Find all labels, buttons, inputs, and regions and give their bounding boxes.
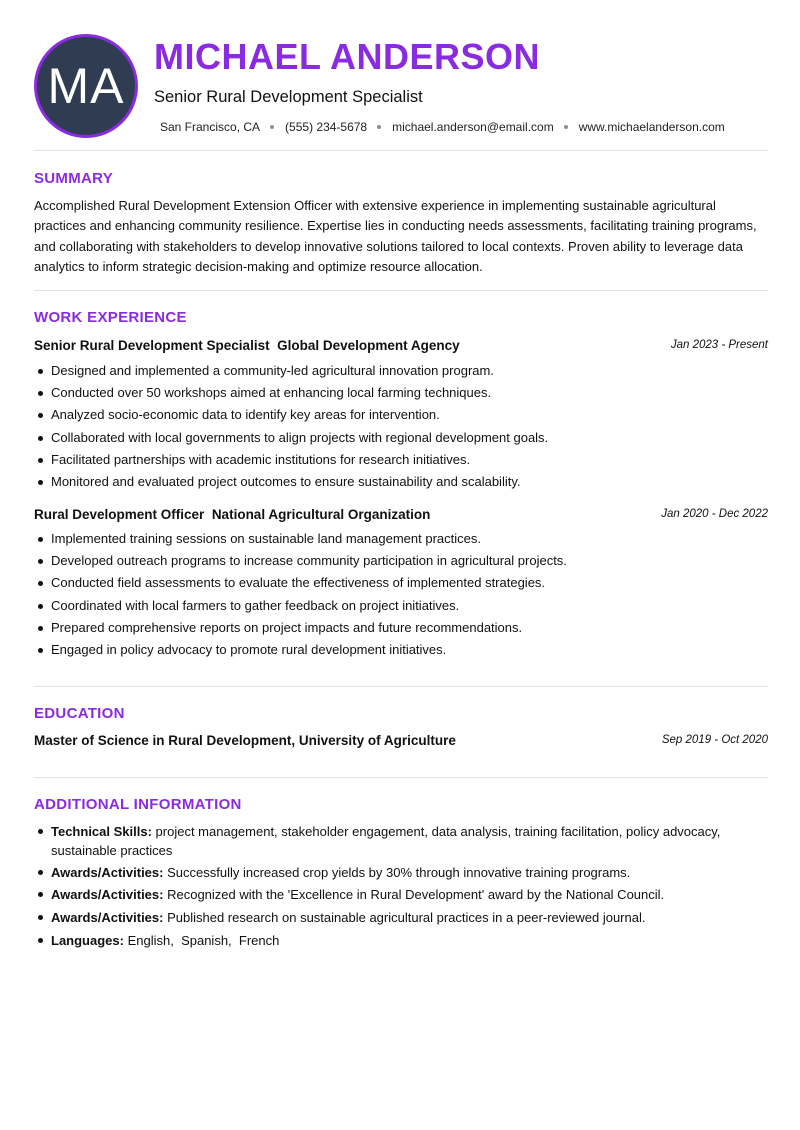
job-header xyxy=(34,338,768,356)
job-title: Rural Development Officer xyxy=(34,507,205,522)
contact-email[interactable]: michael.anderson@email.com xyxy=(392,120,554,134)
info-label: Languages: xyxy=(51,932,124,948)
separator-dot xyxy=(270,125,274,129)
list-item xyxy=(34,885,768,904)
info-text: English, Spanish, French xyxy=(127,932,280,948)
list-item: Developed outreach programs to increase community participation in agricultural projects. xyxy=(34,552,768,574)
job-company: Global Development Agency xyxy=(277,338,460,353)
info-text: Recognized with the 'Excellence in Rural Development' award by the National Council. xyxy=(167,887,665,903)
job-company: National Agricultural Organization xyxy=(211,507,431,522)
job-header xyxy=(34,507,768,525)
list-item xyxy=(34,931,768,950)
avatar-initials: MA xyxy=(47,58,125,114)
summary-text: Accomplished Rural Development Extension Officer with extensive experience in implementing sustainable agricultural practices and enhancing community resilience. Expertise lies in conducting needs assessments, facilitating training programs, and collaborating with stakeholders to develop innovative solutions tailored to local contexts. Proven ability to leverage data analytics to inform strategic decision-making and optimize resource allocation. xyxy=(34,198,757,274)
list-item: Engaged in policy advocacy to promote rural development initiatives. xyxy=(34,641,768,663)
work-experience-heading: WORK EXPERIENCE xyxy=(34,309,187,326)
contact-line xyxy=(160,120,725,134)
education-entry xyxy=(34,733,768,751)
job-title: Senior Rural Development Specialist xyxy=(34,338,270,353)
info-label: Awards/Activities: xyxy=(51,865,164,881)
section-divider xyxy=(34,777,768,778)
info-label: Awards/Activities: xyxy=(51,909,164,925)
list-item xyxy=(34,822,768,860)
list-item: Conducted field assessments to evaluate the effectiveness of implemented strategies. xyxy=(34,574,768,596)
info-label: Awards/Activities: xyxy=(51,887,164,903)
list-item: Implemented training sessions on sustainable land management practices. xyxy=(34,530,768,552)
list-item: Coordinated with local farmers to gather feedback on project initiatives. xyxy=(34,597,768,619)
job-title-line xyxy=(34,507,430,522)
info-text: Published research on sustainable agricultural practices in a peer-reviewed journal. xyxy=(167,909,646,925)
contact-website[interactable]: www.michaelanderson.com xyxy=(578,120,725,134)
contact-phone[interactable]: (555) 234-5678 xyxy=(285,120,368,134)
info-text: Successfully increased crop yields by 30% through innovative training programs. xyxy=(167,865,631,881)
list-item: Designed and implemented a community-led agricultural innovation program. xyxy=(34,362,768,384)
section-divider xyxy=(34,686,768,687)
list-item: Prepared comprehensive reports on project impacts and future recommendations. xyxy=(34,619,768,641)
separator-dot xyxy=(377,125,381,129)
avatar xyxy=(34,34,138,138)
job-dates: Jan 2023 - Present xyxy=(670,339,768,351)
contact-location: San Francisco, CA xyxy=(160,120,261,134)
list-item: Facilitated partnerships with academic institutions for research initiatives. xyxy=(34,451,768,473)
job-title-line xyxy=(34,338,460,353)
section-divider xyxy=(34,290,768,291)
education-dates: Sep 2019 - Oct 2020 xyxy=(661,734,768,746)
education-degree: Master of Science in Rural Development, University of Agriculture xyxy=(34,733,456,748)
list-item: Collaborated with local governments to align projects with regional development goals. xyxy=(34,429,768,451)
list-item: Monitored and evaluated project outcomes to ensure sustainability and scalability. xyxy=(34,473,768,495)
list-item xyxy=(34,863,768,882)
info-label: Technical Skills: xyxy=(51,824,152,839)
resume-header xyxy=(34,34,768,138)
job-bullets xyxy=(34,530,768,663)
separator-dot xyxy=(564,125,568,129)
info-text: project management, stakeholder engagement, data analysis, training facilitation, policy advocacy, sustainable practices xyxy=(51,824,721,858)
list-item: Analyzed socio-economic data to identify key areas for intervention. xyxy=(34,406,768,428)
summary-heading: SUMMARY xyxy=(34,170,114,187)
candidate-title: Senior Rural Development Specialist xyxy=(154,88,423,106)
section-divider xyxy=(34,150,768,151)
additional-info-list xyxy=(34,822,768,953)
job-bullets xyxy=(34,362,768,495)
list-item: Conducted over 50 workshops aimed at enhancing local farming techniques. xyxy=(34,384,768,406)
job-dates: Jan 2020 - Dec 2022 xyxy=(661,508,768,520)
candidate-name: MICHAEL ANDERSON xyxy=(154,36,541,77)
education-heading: EDUCATION xyxy=(34,705,125,722)
additional-info-heading: ADDITIONAL INFORMATION xyxy=(34,796,242,813)
list-item xyxy=(34,908,768,927)
